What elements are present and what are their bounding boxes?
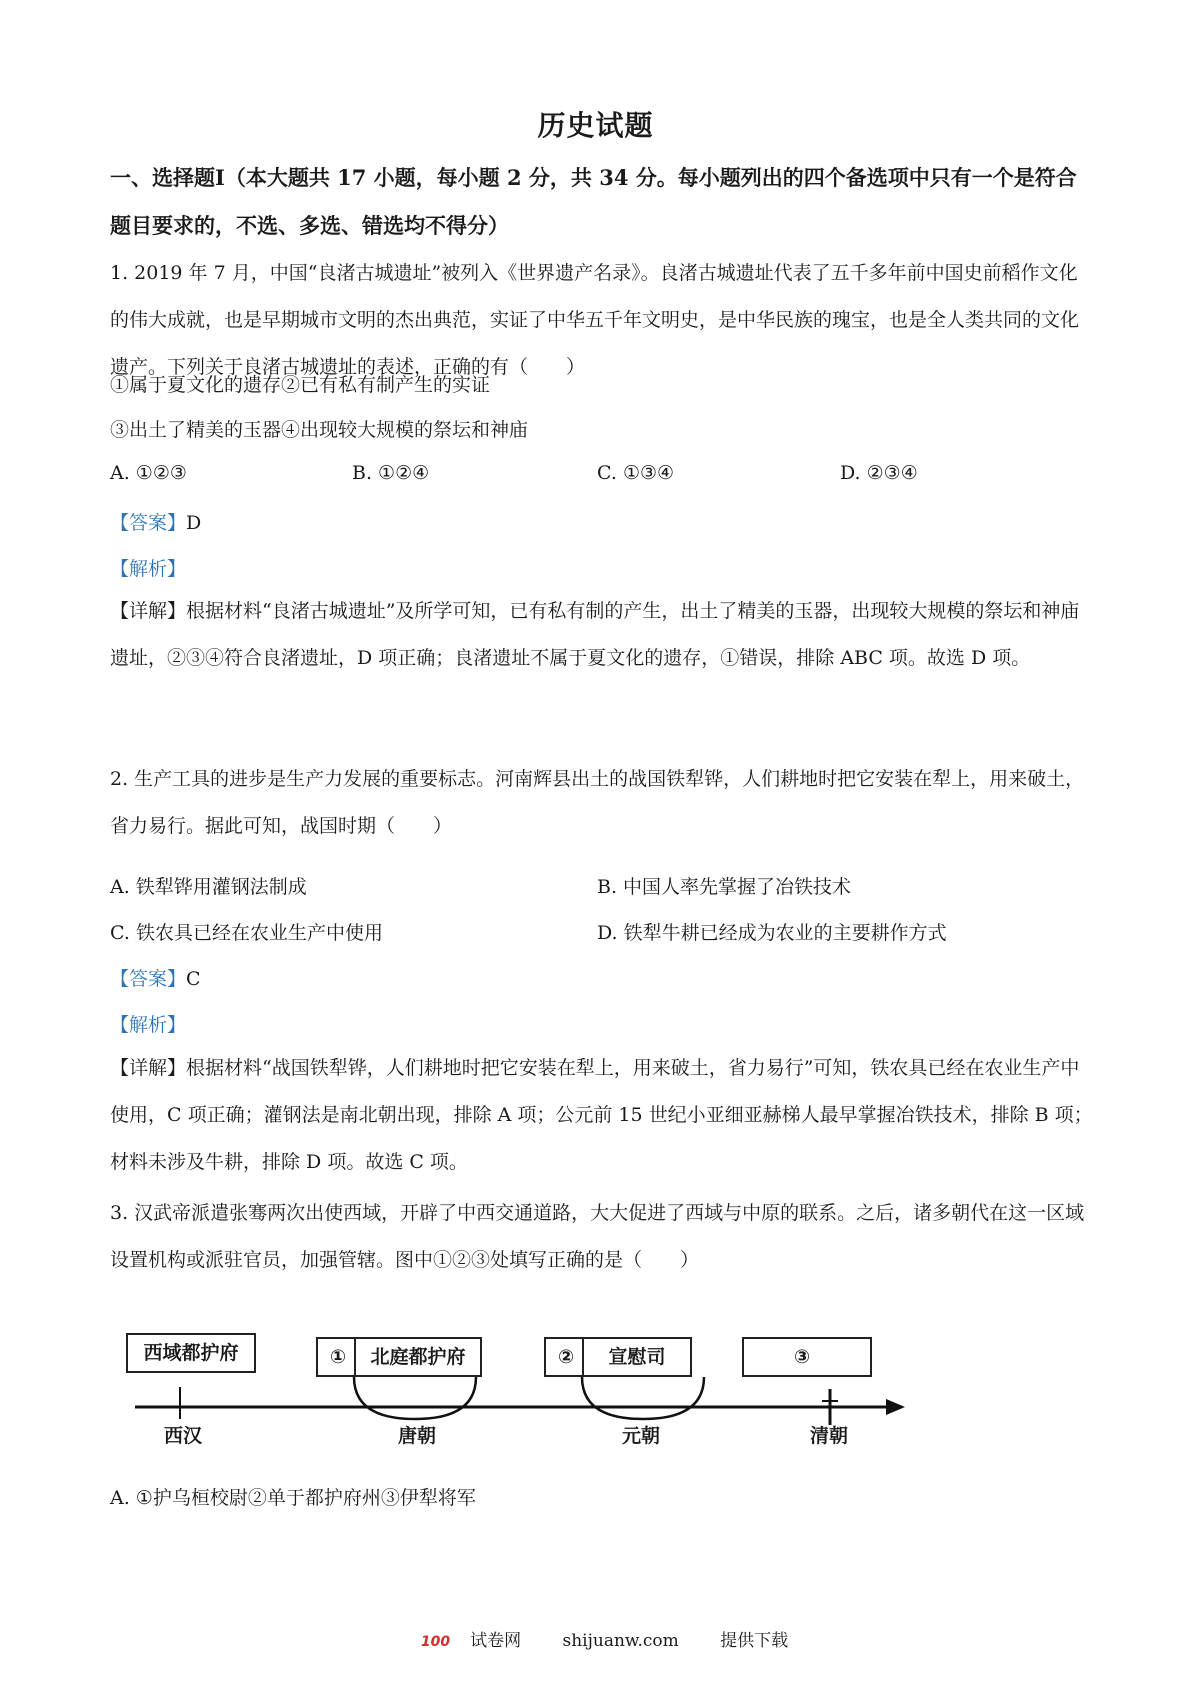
q2-answer — [110, 964, 201, 991]
box-beiting-duhufu: 北庭都护府 — [354, 1337, 482, 1377]
q2-answer-value: C — [186, 968, 201, 990]
box-blank-3: ③ — [742, 1337, 872, 1377]
q2-answer-label: 【答案】 — [110, 968, 187, 990]
q2-option-d: D. 铁犁牛耕已经成为农业的主要耕作方式 — [597, 922, 947, 944]
q1-answer-label: 【答案】 — [110, 512, 187, 534]
arc-yuan — [582, 1377, 704, 1419]
box-xuanweisi: 宣慰司 — [582, 1337, 692, 1377]
page-title: 历史试题 — [537, 109, 654, 142]
q2-stem: 2. 生产工具的进步是生产力发展的重要标志。河南辉县出土的战国铁犁铧，人们耕地时把它安装在犁上，用来破土，省力易行。据此可知，战国时期（ ） — [110, 768, 1085, 837]
q3-stem: 3. 汉武帝派遣张骞两次出使西域，开辟了中西交通道路，大大促进了西域与中原的联系。之后，诸多朝代在这一区域设置机构或派驻官员，加强管辖。图中①②③处填写正确的是（ ） — [110, 1202, 1085, 1271]
site-domain[interactable]: shijuanw.com — [562, 1631, 679, 1651]
q1-stem: 1. 2019 年 7 月，中国“良渚古城遗址”被列入《世界遗产名录》。良渚古城遗址代表了五千多年前中国史前稻作文化的伟大成就，也是早期城市文明的杰出典范，实证了中华五千年文明史，是中华民族的瑰宝，也是全人类共同的文化遗产。下列关于良渚古城遗址的表述，正确的有（ ） — [110, 262, 1080, 378]
era-tang: 唐朝 — [398, 1425, 437, 1447]
q1-option-c: C. ①③④ — [597, 462, 675, 484]
site-name: 试卷网 — [470, 1631, 522, 1651]
era-yuan: 元朝 — [622, 1425, 661, 1447]
q2-option-b: B. 中国人率先掌握了冶铁技术 — [597, 876, 852, 898]
q1-answer — [110, 508, 201, 535]
page-footer — [0, 1626, 1191, 1651]
q2-option-c: C. 铁农具已经在农业生产中使用 — [110, 922, 383, 944]
q1-detail: 【详解】根据材料“良渚古城遗址”及所学可知，已有私有制的产生，出土了精美的玉器，出现较大规模的祭坛和神庙遗址，②③④符合良渚遗址，D 项正确；良渚遗址不属于夏文化的遗存，①错误，排除 ABC 项。故选 D 项。 — [110, 600, 1080, 669]
box-xiyu-duhufu: 西域都护府 — [126, 1333, 256, 1373]
q3-option-a: A. ①护乌桓校尉②单于都护府州③伊犁将军 — [110, 1487, 476, 1509]
q2-analysis-label: 【解析】 — [110, 1014, 187, 1036]
era-qing: 清朝 — [810, 1425, 849, 1447]
footer-note: 提供下载 — [720, 1631, 789, 1651]
section-heading: 一、选择题Ⅰ（本大题共 17 小题，每小题 2 分，共 34 分。每小题列出的四个备选项中只有一个是符合题目要求的，不选、多选、错选均不得分） — [110, 165, 1077, 238]
q1-items-line2: ③出土了精美的玉器④出现较大规模的祭坛和神庙 — [110, 419, 529, 441]
q1-option-a: A. ①②③ — [110, 462, 187, 484]
q2-option-a: A. 铁犁铧用灌钢法制成 — [110, 876, 307, 898]
site-logo: 100 — [420, 1634, 451, 1650]
arc-tang — [354, 1377, 476, 1419]
era-xihan: 西汉 — [164, 1425, 203, 1447]
q1-answer-value: D — [186, 512, 202, 534]
q3-timeline-diagram — [130, 1325, 910, 1445]
q1-option-d: D. ②③④ — [840, 462, 918, 484]
timeline-arrow — [886, 1399, 905, 1415]
q2-detail: 【详解】根据材料“战国铁犁铧，人们耕地时把它安装在犁上，用来破土，省力易行”可知，铁农具已经在农业生产中使用，C 项正确；灌钢法是南北朝出现，排除 A 项；公元前 15 世纪小亚细亚赫梯人最早掌握冶铁技术，排除 B 项；材料未涉及牛耕，排除 D 项。故选 C 项。 — [110, 1057, 1093, 1173]
box-blank-1: ① — [316, 1337, 360, 1377]
box-blank-2: ② — [544, 1337, 588, 1377]
q1-option-b: B. ①②④ — [352, 462, 430, 484]
q1-analysis-label: 【解析】 — [110, 558, 187, 580]
q1-items-line1: ①属于夏文化的遗存②已有私有制产生的实证 — [110, 374, 491, 396]
